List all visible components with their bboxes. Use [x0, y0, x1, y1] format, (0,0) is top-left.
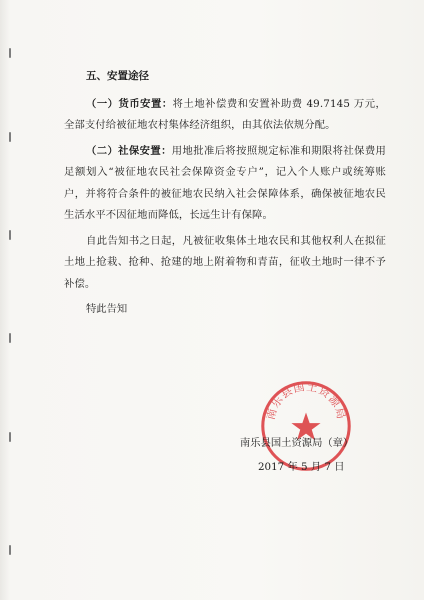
binding-hole-mark [9, 230, 11, 240]
social-security-lead: （二）社保安置： [86, 144, 172, 157]
cash-compensation-paragraph [64, 94, 386, 137]
binding-hole-mark [9, 432, 11, 442]
issuing-organization: 南乐县国土资源局（章） [240, 437, 354, 449]
binding-hole-mark [9, 545, 11, 555]
cash-compensation-text: 将土地补偿费和安置补助费 49.7145 万元，全部支付给被征地农村集体经济组织，由其依法依规分配。 [64, 97, 386, 131]
section-heading: 五、安置途径 [86, 70, 149, 82]
social-security-text: 用地批准后将按照规定标准和期限将社保费用足额划入“被征地农民社会保障资金专户”，记入个人账户或统筹账户，并将符合条件的被征地农民纳入社会保障体系，确保被征地农民生活水平不因征地而降低，长远生计有保障。 [64, 144, 387, 221]
closing-line: 特此告知 [86, 303, 128, 315]
binding-hole-mark [9, 132, 11, 142]
binding-hole-mark [9, 48, 11, 58]
signature-block [236, 431, 416, 479]
issue-date: 2017 年 5 月 7 日 [258, 461, 345, 473]
document-body [64, 66, 386, 321]
social-security-paragraph [64, 141, 386, 227]
notice-paragraph: 自此告知书之日起，凡被征收集体土地农民和其他权利人在拟征土地上抢栽、抢种、抢建的地上附着物和青苗，征收土地时一律不予补偿。 [64, 234, 386, 290]
cash-compensation-lead: （一）货币安置： [86, 97, 173, 110]
seal-text: 南乐县国土资源局 [264, 380, 348, 422]
binding-hole-mark [9, 333, 11, 343]
